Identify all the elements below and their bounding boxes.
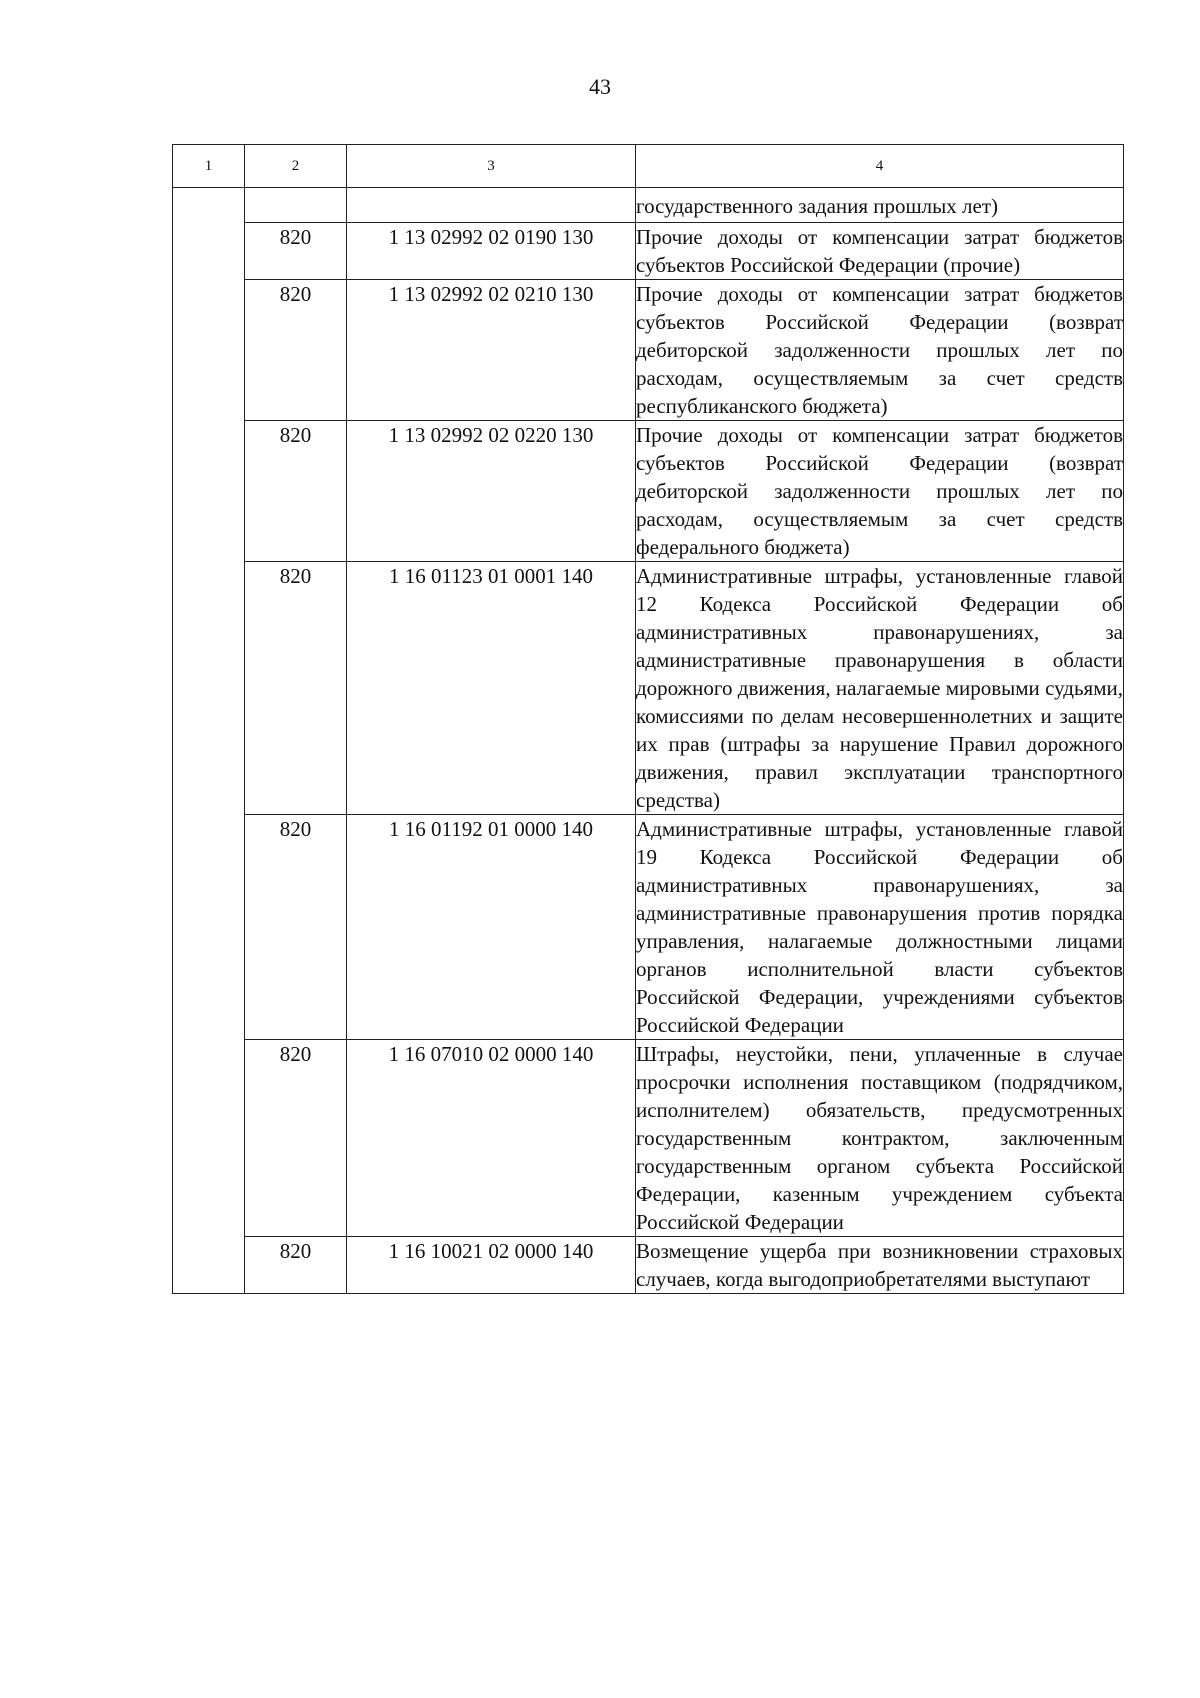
table-row	[173, 562, 1124, 815]
table-row	[173, 280, 1124, 421]
table-row	[173, 1040, 1124, 1237]
table-row	[173, 815, 1124, 1040]
admin-code-cell: 820	[245, 280, 347, 421]
description-cell: Административные штрафы, установленные главой 19 Кодекса Российской Федерации об административных правонарушениях, за административные правонарушения против порядка управления, налагаемые должностными лицами органов исполнительной власти субъектов Российской Федерации, учреждениями субъектов Российской Федерации	[636, 815, 1124, 1040]
column-header-4: 4	[636, 145, 1124, 188]
table-row	[173, 188, 1124, 223]
kbk-code-cell: 1 16 01192 01 0000 140	[347, 815, 636, 1040]
column-header-1: 1	[173, 145, 245, 188]
kbk-code-cell	[347, 188, 636, 223]
kbk-code-cell: 1 16 07010 02 0000 140	[347, 1040, 636, 1237]
column-header-2: 2	[245, 145, 347, 188]
kbk-code-cell: 1 16 10021 02 0000 140	[347, 1237, 636, 1294]
revenue-codes-table	[172, 144, 1124, 1294]
table-header-row	[173, 145, 1124, 188]
description-cell: государственного задания прошлых лет)	[636, 188, 1124, 223]
description-cell: Прочие доходы от компенсации затрат бюджетов субъектов Российской Федерации (возврат дебиторской задолженности прошлых лет по расходам, осуществляемым за счет средств республиканского бюджета)	[636, 280, 1124, 421]
description-cell: Прочие доходы от компенсации затрат бюджетов субъектов Российской Федерации (возврат дебиторской задолженности прошлых лет по расходам, осуществляемым за счет средств федерального бюджета)	[636, 421, 1124, 562]
admin-code-cell: 820	[245, 815, 347, 1040]
admin-code-cell: 820	[245, 1040, 347, 1237]
description-cell: Прочие доходы от компенсации затрат бюджетов субъектов Российской Федерации (прочие)	[636, 223, 1124, 280]
admin-code-cell: 820	[245, 223, 347, 280]
column-header-3: 3	[347, 145, 636, 188]
table-row	[173, 223, 1124, 280]
description-cell: Возмещение ущерба при возникновении страховых случаев, когда выгодоприобретателями выступают	[636, 1237, 1124, 1294]
row-number-cell	[173, 188, 245, 1294]
table-row	[173, 1237, 1124, 1294]
kbk-code-cell: 1 16 01123 01 0001 140	[347, 562, 636, 815]
description-cell: Административные штрафы, установленные главой 12 Кодекса Российской Федерации об административных правонарушениях, за административные правонарушения в области дорожного движения, налагаемые мировыми судьями, комиссиями по делам несовершеннолетних и защите их прав (штрафы за нарушение Правил дорожного движения, правил эксплуатации транспортного средства)	[636, 562, 1124, 815]
kbk-code-cell: 1 13 02992 02 0210 130	[347, 280, 636, 421]
page-number: 43	[589, 74, 611, 99]
table-row	[173, 421, 1124, 562]
description-cell: Штрафы, неустойки, пени, уплаченные в случае просрочки исполнения поставщиком (подрядчиком, исполнителем) обязательств, предусмотренных государственным контрактом, заключенным государственным органом субъекта Российской Федерации, казенным учреждением субъекта Российской Федерации	[636, 1040, 1124, 1237]
admin-code-cell: 820	[245, 562, 347, 815]
kbk-code-cell: 1 13 02992 02 0220 130	[347, 421, 636, 562]
kbk-code-cell: 1 13 02992 02 0190 130	[347, 223, 636, 280]
admin-code-cell: 820	[245, 1237, 347, 1294]
admin-code-cell	[245, 188, 347, 223]
admin-code-cell: 820	[245, 421, 347, 562]
